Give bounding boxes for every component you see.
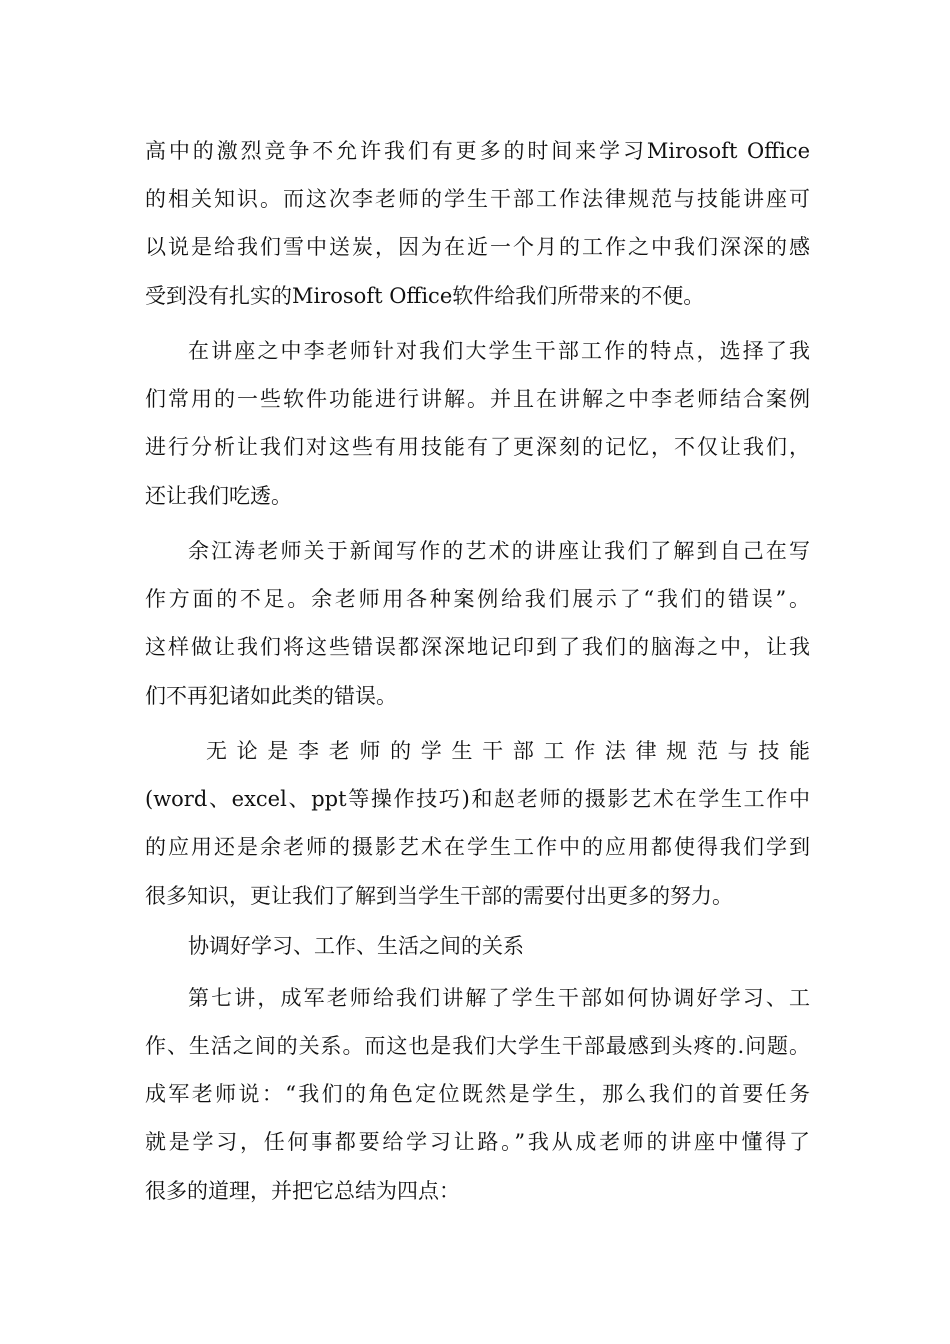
- paragraph-2-line-1: 在讲座之中李老师针对我们大学生干部工作的特点，选择了我: [188, 339, 810, 363]
- paragraph-4-line-3: 的应用还是余老师的摄影艺术在学生工作中的应用都使得我们学到: [145, 835, 810, 859]
- paragraph-4-line-1: 无论是李老师的学生干部工作法律规范与技能: [206, 739, 810, 763]
- paragraph-2-line-2: 们常用的一些软件功能进行讲解。并且在讲解之中李老师结合案例: [145, 387, 810, 411]
- paragraph-6-line-1: 第七讲，成军老师给我们讲解了学生干部如何协调好学习、工: [188, 986, 810, 1010]
- paragraph-2-line-4: 还让我们吃透。: [145, 484, 292, 508]
- paragraph-3-line-1: 余江涛老师关于新闻写作的艺术的讲座让我们了解到自己在写: [188, 539, 810, 563]
- paragraph-6-line-2: 作、生活之间的关系。而这也是我们大学生干部最感到头疼的.问题。: [145, 1034, 810, 1058]
- paragraph-3-line-3: 这样做让我们将这些错误都深深地记印到了我们的脑海之中，让我: [145, 635, 810, 659]
- paragraph-1-line-2: 的相关知识。而这次李老师的学生干部工作法律规范与技能讲座可: [145, 187, 810, 211]
- paragraph-4-line-4: 很多知识，更让我们了解到当学生干部的需要付出更多的努力。: [145, 884, 733, 908]
- paragraph-1-line-3: 以说是给我们雪中送炭，因为在近一个月的工作之中我们深深的感: [145, 235, 810, 259]
- paragraph-3-line-2: 作方面的不足。余老师用各种案例给我们展示了“我们的错误”。: [145, 587, 810, 611]
- paragraph-6-line-4: 就是学习，任何事都要给学习让路。”我从成老师的讲座中懂得了: [145, 1130, 810, 1154]
- section-heading: 协调好学习、工作、生活之间的关系: [188, 934, 524, 958]
- paragraph-4-line-2: (word、excel、ppt等操作技巧)和赵老师的摄影艺术在学生工作中: [145, 787, 810, 811]
- paragraph-6-line-5: 很多的道理，并把它总结为四点：: [145, 1179, 460, 1203]
- paragraph-1-line-4: 受到没有扎实的Mirosoft Office软件给我们所带来的不便。: [145, 284, 705, 308]
- paragraph-3-line-4: 们不再犯诸如此类的错误。: [145, 684, 397, 708]
- paragraph-1-line-1: 高中的激烈竞争不允许我们有更多的时间来学习Mirosoft Office: [145, 139, 810, 163]
- paragraph-2-line-3: 进行分析让我们对这些有用技能有了更深刻的记忆，不仅让我们，: [145, 435, 810, 459]
- paragraph-6-line-3: 成军老师说：“我们的角色定位既然是学生，那么我们的首要任务: [145, 1082, 810, 1106]
